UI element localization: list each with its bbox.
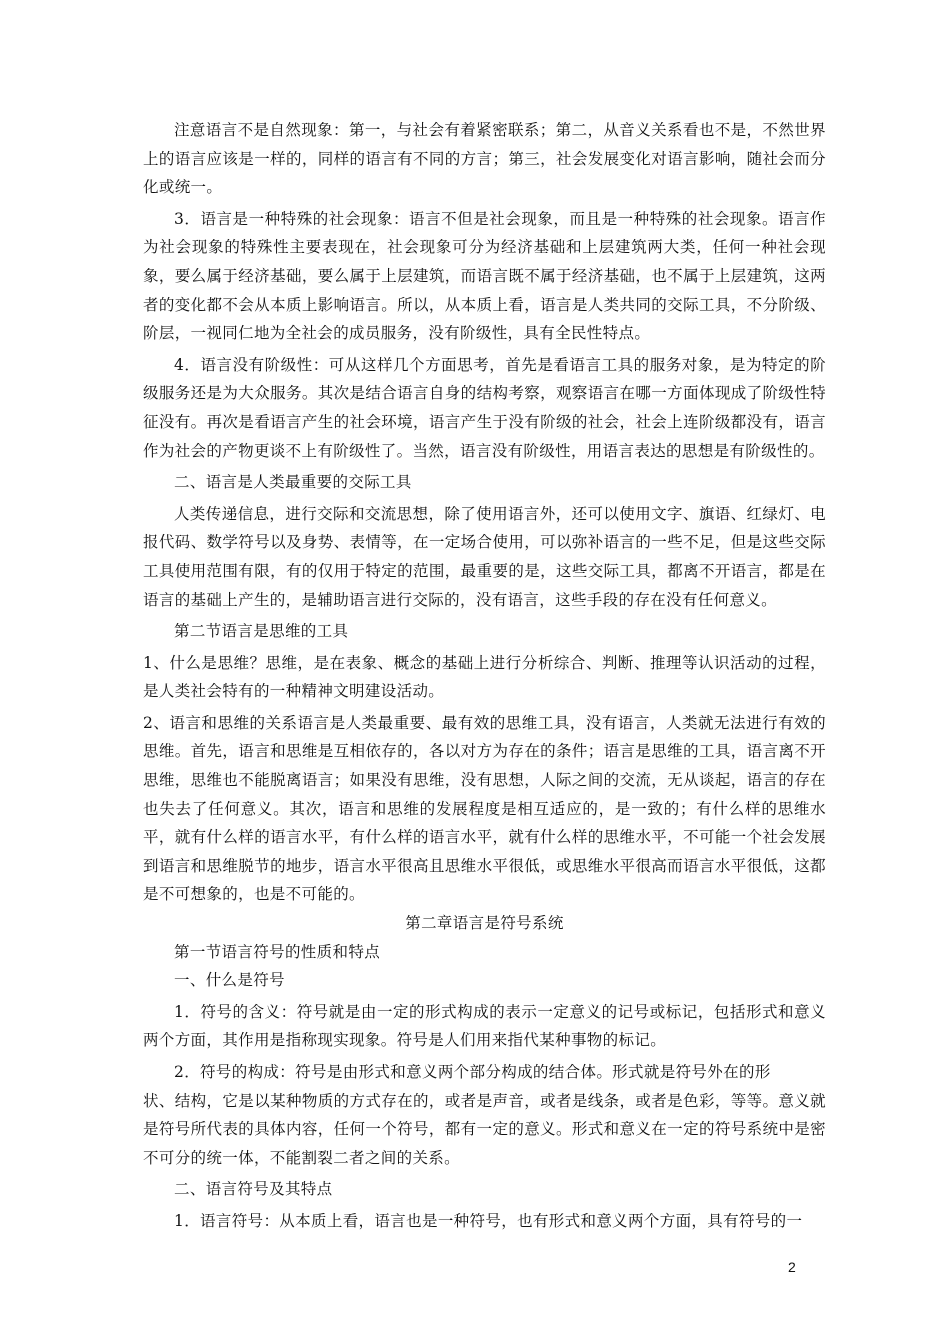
section-heading-symbol-nature: 第一节语言符号的性质和特点 <box>174 942 381 961</box>
section-heading-communication-tool: 二、语言是人类最重要的交际工具 <box>174 473 412 492</box>
section-heading-what-is-symbol: 一、什么是符号 <box>174 971 285 990</box>
paragraph-symbol-structure-cont: 状、结构，它是以某种物质的方式存在的，或者是声音，或者是线条，或者是色彩，等等。意义就是符号所代表的具体内容，任何一个符号，都有一定的意义。形式和意义在一定的符号系统中是密不可分的统一体，不能割裂二者之间的关系。 <box>143 1091 826 1167</box>
paragraph-no-class-nature: 4．语言没有阶级性：可从这样几个方面思考，首先是看语言工具的服务对象，是为特定的阶级服务还是为大众服务。其次是结合语言自身的结构考察，观察语言在哪一方面体现成了阶级性特征没有。再次是看语言产生的社会环境，语言产生于没有阶级的社会，社会上连阶级都没有，语言作为社会的产物更谈不上有阶级性了。当然，语言没有阶级性，用语言表达的思想是有阶级性的。 <box>143 355 826 460</box>
chapter-title: 第二章语言是符号系统 <box>405 914 564 933</box>
paragraph-language-thinking-relation: 2、语言和思维的关系语言是人类最重要、最有效的思维工具，没有语言，人类就无法进行有效的思维。首先，语言和思维是互相依存的，各以对方为存在的条件；语言是思维的工具，语言离不开思维，思维也不能脱离语言；如果没有思维，没有思想，人际之间的交流，无从谈起，语言的存在也失去了任何意义。其次，语言和思维的发展程度是相互适应的，是一致的；有什么样的思维水平，就有什么样的语言水平，有什么样的语言水平，就有什么样的思维水平，不可能一个社会发展到语言和思维脱节的地步，语言水平很高且思维水平很低，或思维水平很高而语言水平很低，这都是不可想象的，也是不可能的。 <box>143 713 826 904</box>
paragraph-symbol-structure-start: 2．符号的构成：符号是由形式和意义两个部分构成的结合体。形式就是符号外在的形 <box>174 1063 771 1081</box>
paragraph-natural-phenomenon: 注意语言不是自然现象：第一，与社会有着紧密联系；第二，从音义关系看也不是，不然世界上的语言应该是一样的，同样的语言有不同的方言；第三，社会发展变化对语言影响，随社会而分化或统一。 <box>143 121 826 197</box>
section-heading-language-symbol: 二、语言符号及其特点 <box>174 1180 333 1199</box>
paragraph-language-symbol: 1．语言符号：从本质上看，语言也是一种符号，也有形式和意义两个方面，具有符号的一 <box>174 1211 803 1230</box>
paragraph-symbol-meaning: 1．符号的含义：符号就是由一定的形式构成的表示一定意义的记号或标记，包括形式和意义两个方面，其作用是指称现实现象。符号是人们用来指代某种事物的标记。 <box>143 1002 826 1050</box>
paragraph-special-social-phenomenon: 3．语言是一种特殊的社会现象：语言不但是社会现象，而且是一种特殊的社会现象。语言作为社会现象的特殊性主要表现在，社会现象可分为经济基础和上层建筑两大类，任何一种社会现象，要么属于经济基础，要么属于上层建筑，而语言既不属于经济基础，也不属于上层建筑，这两者的变化都不会从本质上影响语言。所以，从本质上看，语言是人类共同的交际工具，不分阶级、阶层，一视同仁地为全社会的成员服务，没有阶级性，具有全民性特点。 <box>143 209 826 343</box>
page-number: 2 <box>788 1259 796 1275</box>
paragraph-communication-means: 人类传递信息，进行交际和交流思想，除了使用语言外，还可以使用文字、旗语、红绿灯、电报代码、数学符号以及身势、表情等，在一定场合使用，可以弥补语言的一些不足，但是这些交际工具使用范围有限，有的仅用于特定的范围，最重要的是，这些交际工具，都离不开语言，都是在语言的基础上产生的，是辅助语言进行交际的，没有语言，这些手段的存在没有任何意义。 <box>143 504 826 609</box>
paragraph-what-is-thinking: 1、什么是思维？思维，是在表象、概念的基础上进行分析综合、判断、推理等认识活动的过程，是人类社会特有的一种精神文明建设活动。 <box>143 653 826 701</box>
section-heading-thinking-tool: 第二节语言是思维的工具 <box>174 622 349 641</box>
body-text <box>143 116 826 1236</box>
